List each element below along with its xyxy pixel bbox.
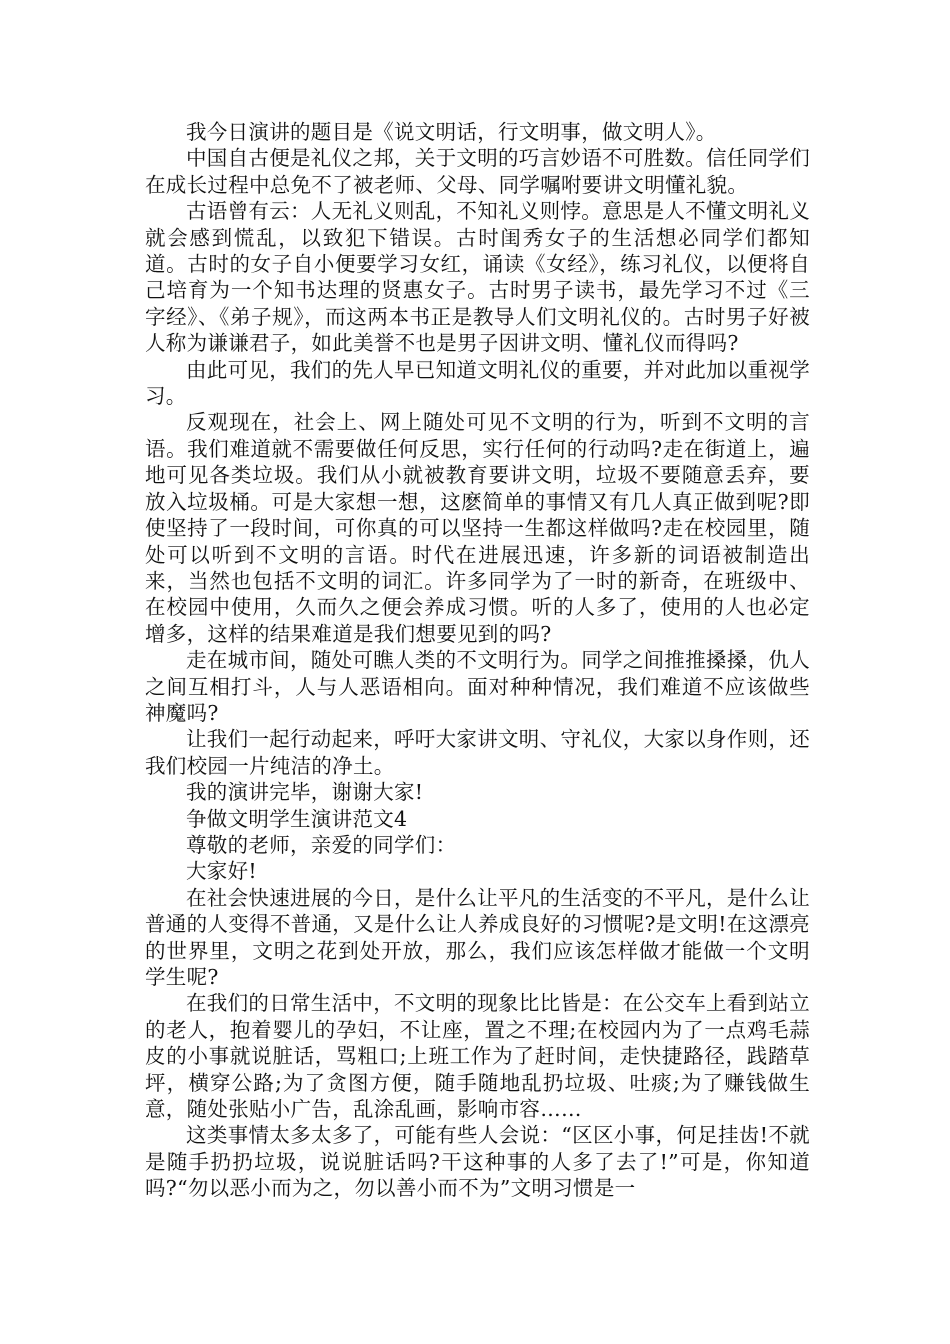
document-body — [145, 119, 810, 1202]
paragraph: 古语曾有云：人无礼义则乱，不知礼义则悖。意思是人不懂文明礼义就会感到慌乱，以致犯下错误。古时闺秀女子的生活想必同学们都知道。古时的女子自小便要学习女红，诵读《女经》，练习礼仪，以便将自己培育为一个知书达理的贤惠女子。古时男子读书，最先学习不过《三字经》、《弟子规》，而这两本书正是教导人们文明礼仪的。古时男子好被人称为谦谦君子，如此美誉不也是男子因讲文明、懂礼仪而得吗? — [145, 199, 810, 356]
section-title: 争做文明学生演讲范文4 — [186, 806, 408, 831]
paragraph: 让我们一起行动起来，呼吁大家讲文明、守礼仪，大家以身作则，还我们校园一片纯洁的净土。 — [145, 727, 810, 778]
paragraph: 走在城市间，随处可瞧人类的不文明行为。同学之间推推搡搡，仇人之间互相打斗，人与人恶语相向。面对种种情况，我们难道不应该做些神魔吗? — [145, 648, 810, 725]
greeting: 大家好! — [186, 859, 257, 884]
paragraph: 中国自古便是礼仪之邦，关于文明的巧言妙语不可胜数。信任同学们在成长过程中总免不了被老师、父母、同学嘱咐要讲文明懂礼貌。 — [145, 146, 810, 197]
closing-line: 我的演讲完毕，谢谢大家! — [186, 780, 424, 805]
paragraph: 反观现在，社会上、网上随处可见不文明的行为，听到不文明的言语。我们难道就不需要做任何反思，实行任何的行动吗?走在街道上，遍地可见各类垃圾。我们从小就被教育要讲文明，垃圾不要随意丢弃，要放入垃圾桶。可是大家想一想，这麽简单的事情又有几人真正做到呢?即使坚持了一段时间，可你真的可以坚持一生都这样做吗?走在校园里，随处可以听到不文明的言语。时代在进展迅速，许多新的词语被制造出来，当然也包括不文明的词汇。许多同学为了一时的新奇，在班级中、在校园中使用，久而久之便会养成习惯。听的人多了，使用的人也必定增多，这样的结果难道是我们想要见到的吗? — [145, 410, 810, 646]
paragraph: 由此可见，我们的先人早已知道文明礼仪的重要，并对此加以重视学习。 — [145, 357, 810, 409]
paragraph: 在我们的日常生活中，不文明的现象比比皆是：在公交车上看到站立的老人，抱着婴儿的孕妇，不让座，置之不理;在校园内为了一点鸡毛蒜皮的小事就说脏话，骂粗口;上班工作为了赶时间，走快捷路径，践踏草坪，横穿公路;为了贪图方便，随手随地乱扔垃圾、吐痰;为了赚钱做生意，随处张贴小广告，乱涂乱画，影响市容…… — [145, 991, 810, 1122]
paragraph: 在社会快速进展的今日，是什么让平凡的生活变的不平凡，是什么让普通的人变得不普通，又是什么让人养成良好的习惯呢?是文明!在这漂亮的世界里，文明之花到处开放，那么，我们应该怎样做才能做一个文明学生呢? — [145, 885, 810, 989]
paragraph: 这类事情太多太多了，可能有些人会说：“区区小事，何足挂齿!不就是随手扔扔垃圾，说说脏话吗?干这种事的人多了去了!”可是，你知道吗?“勿以恶小而为之，勿以善小而不为”文明习惯是一 — [145, 1123, 810, 1201]
paragraph: 我今日演讲的题目是《说文明话，行文明事，做文明人》。 — [186, 120, 717, 144]
salutation: 尊敬的老师，亲爱的同学们： — [186, 832, 457, 857]
